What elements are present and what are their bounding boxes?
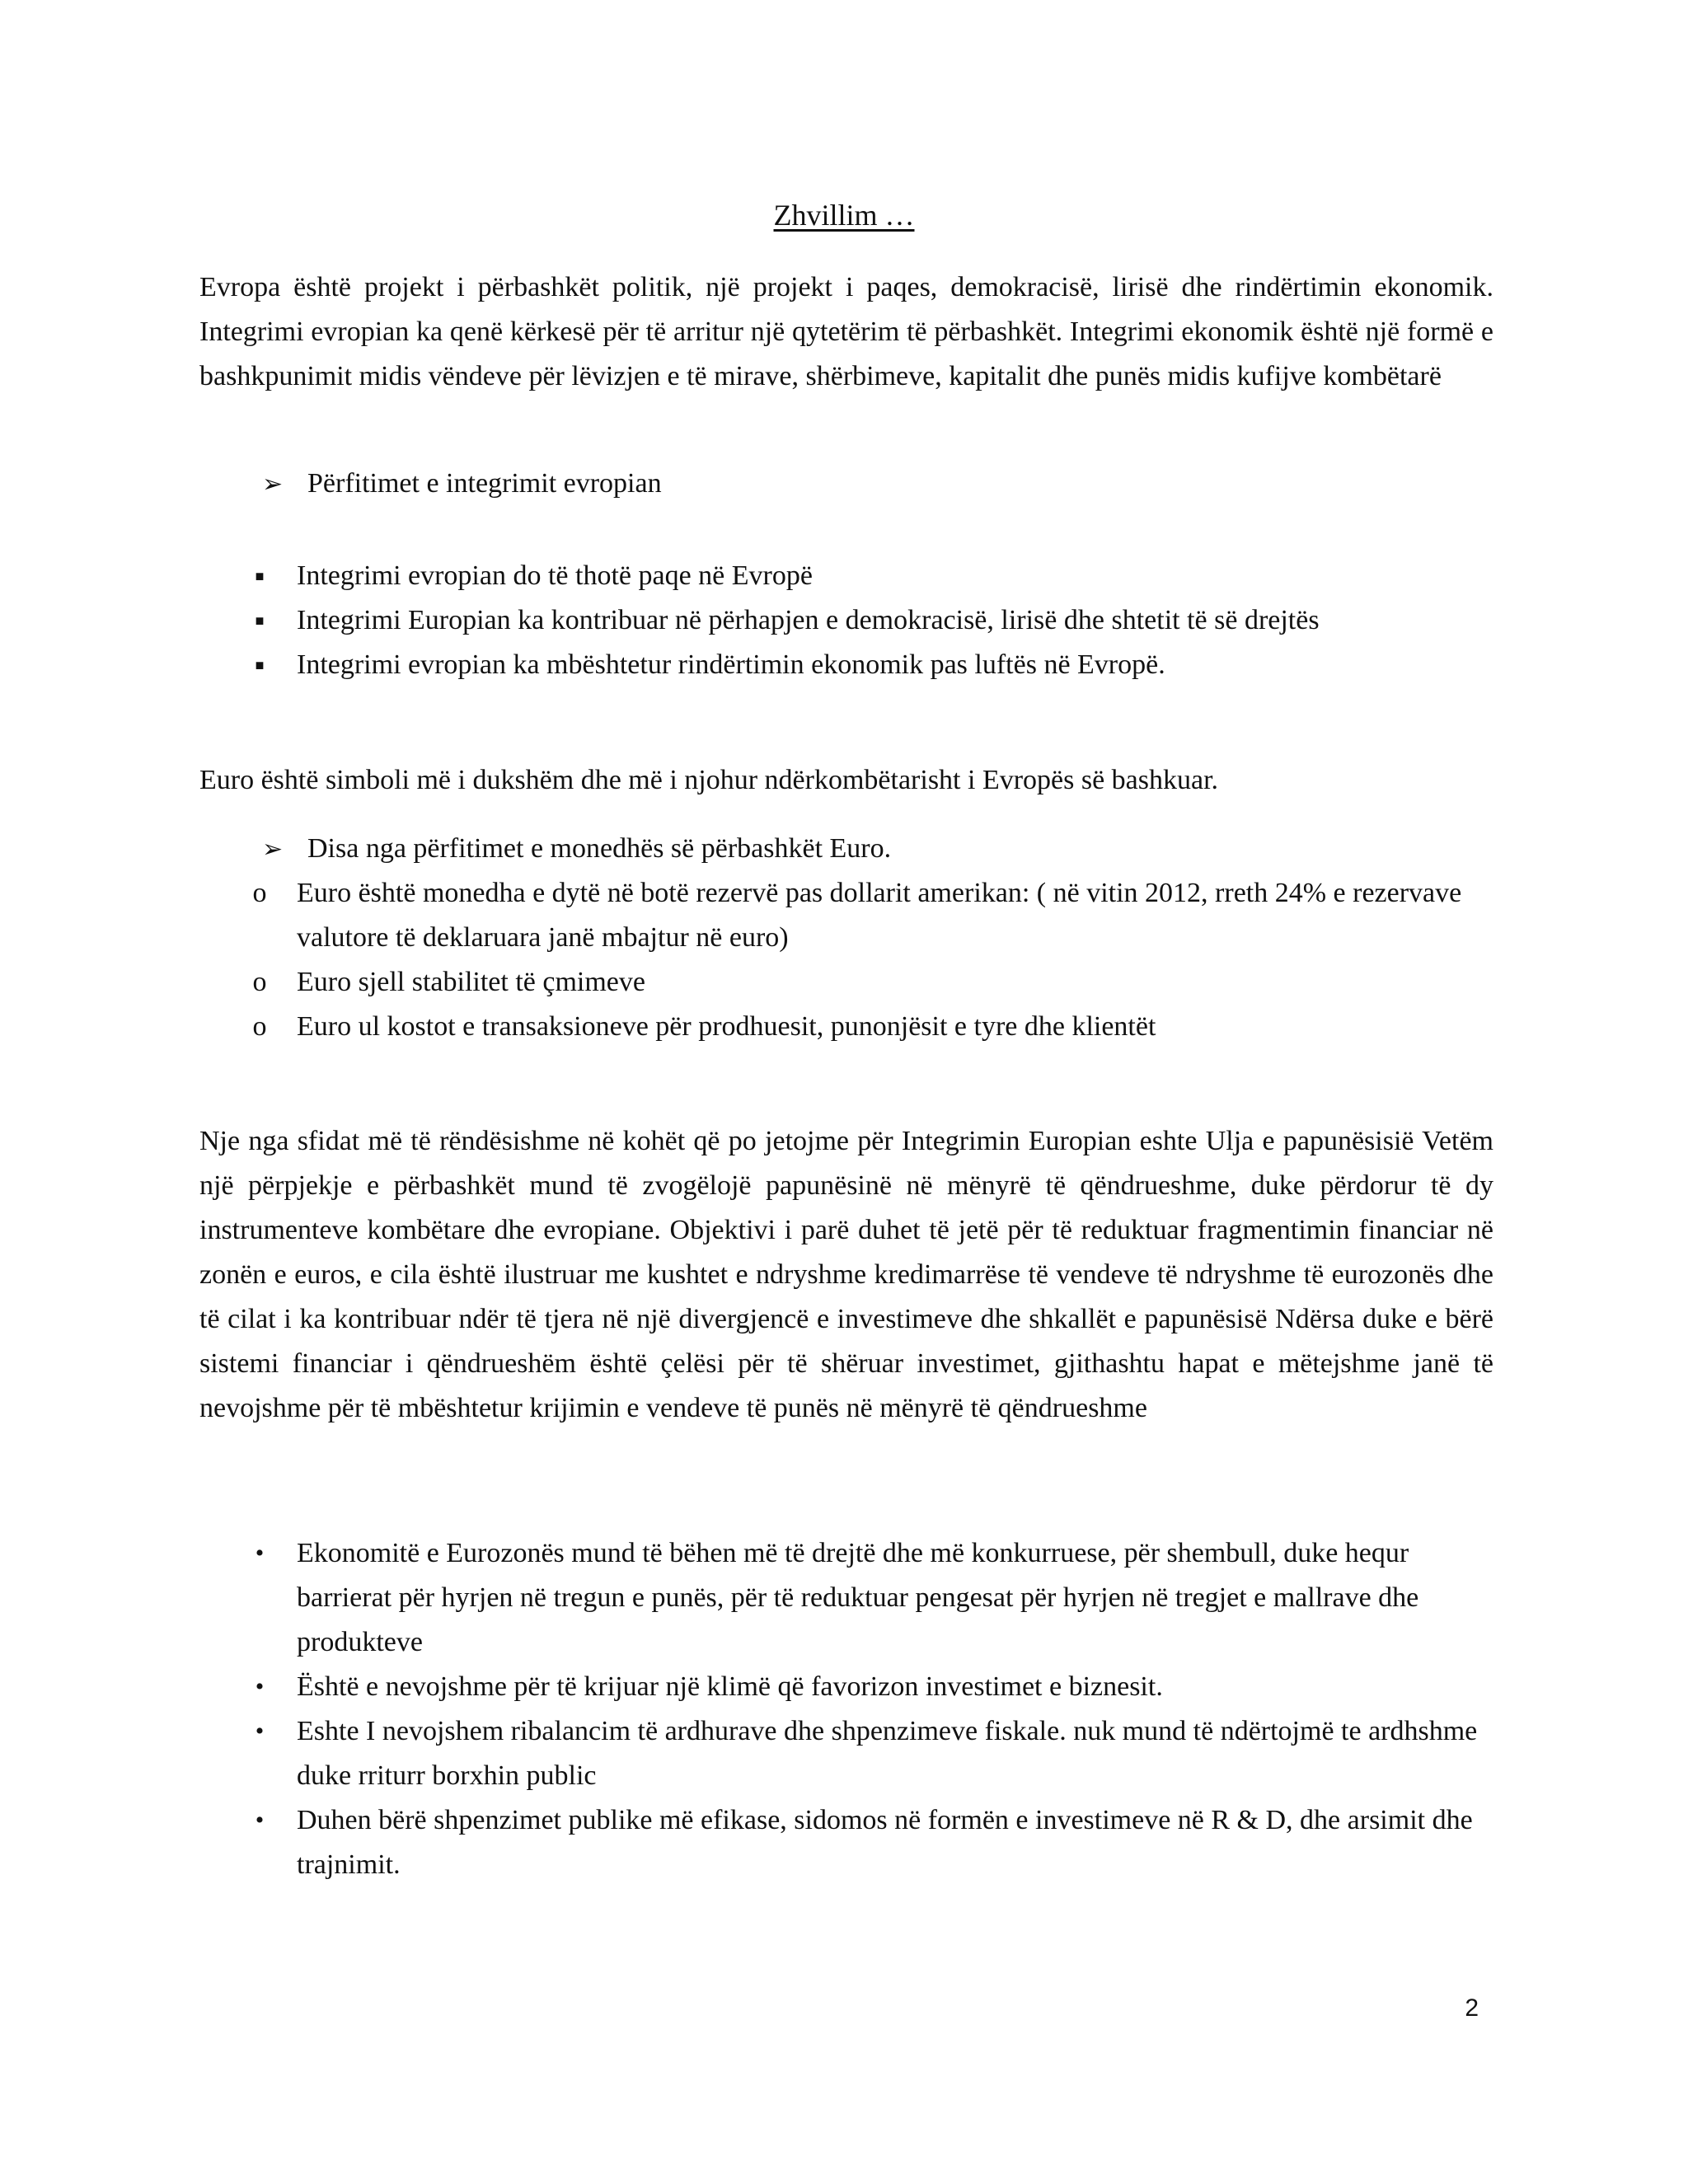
euro-benefits-heading: ➢ Disa nga përfitimet e monedhës së përbashkët Euro. [262,827,891,872]
list-item: • Duhen bërë shpenzimet publike më efikase, sidomos në formën e investimeve në R & D, dhe arsimit dhe trajnimit. [0,1798,1500,1887]
round-bullet-icon: • [255,1540,265,1567]
arrow-bullet-icon: ➢ [262,471,284,498]
square-bullet-icon: ■ [255,657,265,673]
circle-bullet-icon: o [252,878,267,908]
list-item: ■ Integrimi evropian do të thotë paqe në Evropë [0,554,1500,598]
benefits-list [0,554,1688,687]
list-item: ■ Integrimi evropian ka mbështetur rindërtimin ekonomik pas luftës në Evropë. [0,643,1500,687]
challenges-paragraph: Nje nga sfidat më të rëndësishme në kohët që po jetojme për Integrimin Europian eshte Ulja e papunësisië Vetëm një përpjekje e përbashkët mund të zvogëlojë papunësinë në mënyrë të qëndrueshme, duke përdorur të dy instrumenteve kombëtare dhe evropiane. Objektivi i parë duhet të jetë për të reduktuar fragmentimin financiar në zonën e euros, e cila është ilustruar me kushtet e ndryshme kredimarrëse të vendeve të ndryshme të eurozonës dhe të cilat i ka kontribuar ndër të tjera në një divergjencë e investimeve dhe shkallët e papunësisë Ndërsa duke e bërë sistemi financiar i qëndrueshëm është çelësi për të shëruar investimet, gjithashtu hapat e mëtejshme janë të nevojshme për të mbështetur krijimin e vendeve të punës në mënyrë të qëndrueshme [199,1126,1493,1423]
circle-bullet-icon: o [252,1011,267,1042]
round-bullet-icon: • [255,1807,265,1834]
list-item: • Është e nevojshme për të krijuar një klimë që favorizon investimet e biznesit. [0,1665,1500,1709]
benefits-heading: ➢ Përfitimet e integrimit evropian [262,462,662,507]
round-bullet-icon: • [255,1673,265,1700]
euro-paragraph: Euro është simboli më i dukshëm dhe më i njohur ndërkombëtarisht i Evropës së bashkuar. [199,765,1219,795]
list-item: • Ekonomitë e Eurozonës mund të bëhen më të drejtë dhe më konkurruese, për shembull, duke hequr barrierat për hyrjen në tregun e punës, për të reduktuar pengesat për hyrjen në tregjet e mallrave dhe produkteve [0,1531,1500,1665]
intro-paragraph: Evropa është projekt i përbashkët politik, një projekt i paqes, demokracisë, lirisë dhe rindërtimin ekonomik. Integrimi evropian ka qenë kërkesë për të arritur një qytetërim të përbashkët. Integrimi ekonomik është një formë e bashkpunimit midis vëndeve për lëvizjen e të mirave, shërbimeve, kapitalit dhe punës midis kufijve kombëtarë [199,272,1493,391]
arrow-bullet-icon: ➢ [262,836,284,863]
square-bullet-icon: ■ [255,612,265,629]
list-item: o Euro sjell stabilitet të çmimeve [0,960,1500,1005]
euro-benefits-list [0,871,1688,1049]
square-bullet-icon: ■ [255,568,265,584]
circle-bullet-icon: o [252,967,267,997]
page-number: 2 [1465,1994,1479,2022]
list-item: o Euro ul kostot e transaksioneve për prodhuesit, punonjësit e tyre dhe klientët [0,1005,1500,1049]
list-item: o Euro është monedha e dytë në botë rezervë pas dollarit amerikan: ( në vitin 2012, rreth 24% e rezervave valutore të deklaruara janë mbajtur në euro) [0,871,1500,960]
measures-list [0,1531,1688,1887]
list-item: ■ Integrimi Europian ka kontribuar në përhapjen e demokracisë, lirisë dhe shtetit të së drejtës [0,598,1500,643]
round-bullet-icon: • [255,1718,265,1745]
page-title: Zhvillim … [773,199,915,232]
list-item: • Eshte I nevojshem ribalancim të ardhurave dhe shpenzimeve fiskale. nuk mund të ndërtojmë te ardhshme duke rriturr borxhin public [0,1709,1500,1798]
